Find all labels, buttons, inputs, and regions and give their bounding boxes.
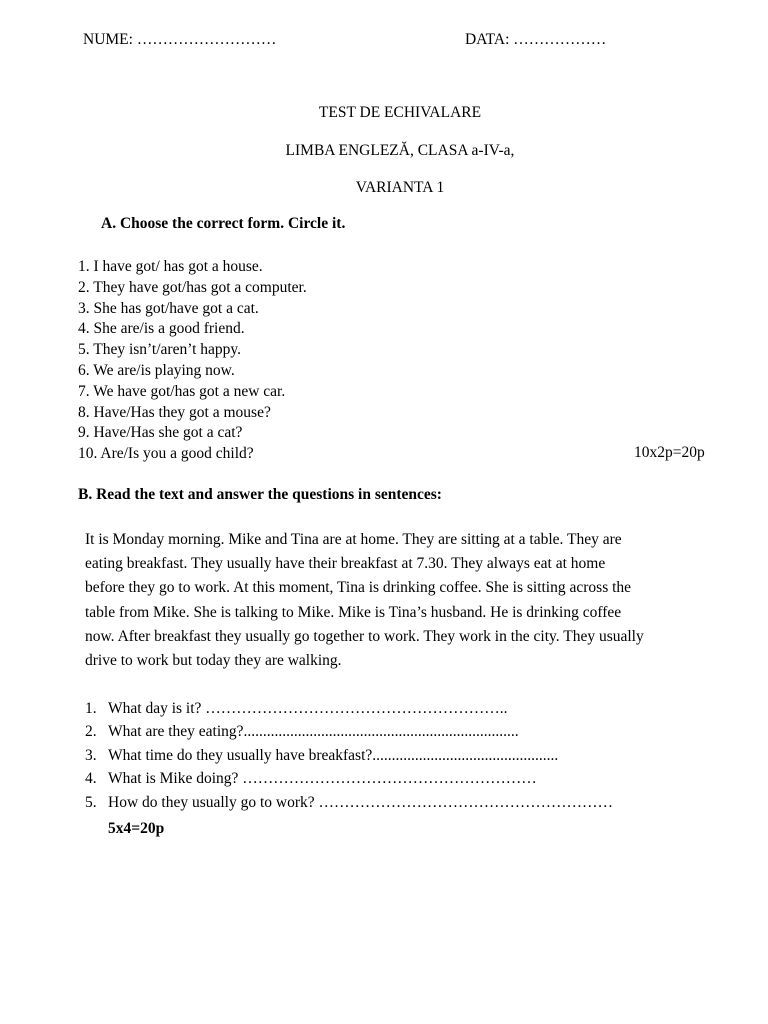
list-item: 6. We are/is playing now.	[78, 361, 235, 379]
question-text: How do they usually go to work? …………………………………………………	[108, 793, 614, 811]
section-a-score: 10x2p=20p	[634, 444, 705, 461]
question-number: 2.	[85, 723, 97, 741]
list-item: 8. Have/Has they got a mouse?	[78, 403, 271, 421]
list-item: 9. Have/Has she got a cat?	[78, 424, 243, 442]
question-item	[85, 791, 613, 814]
reading-text	[85, 528, 725, 673]
list-item: 7. We have got/has got a new car.	[78, 382, 286, 400]
list-item: 1. I have got/ has got a house.	[78, 258, 263, 275]
question-text: What are they eating?.......................................................................	[108, 723, 519, 741]
text-line: now. After breakfast they usually go together to work. They work in the city. They usually	[85, 627, 644, 645]
section-b-questions	[85, 697, 613, 814]
question-text: What is Mike doing? …………………………………………………	[108, 770, 537, 788]
question-number: 4.	[85, 770, 97, 788]
question-item	[85, 697, 613, 720]
section-a-heading: A. Choose the correct form. Circle it.	[101, 215, 346, 232]
list-item: 10. Are/Is you a good child?	[78, 445, 254, 463]
list-item: 3. She has got/have got a cat.	[78, 299, 259, 317]
date-field-label: DATA: ………………	[465, 31, 607, 48]
question-number: 1.	[85, 700, 97, 717]
section-a-list	[78, 257, 307, 465]
test-subject: LIMBA ENGLEZĂ, CLASA a-IV-a,	[285, 142, 515, 159]
section-b-heading: B. Read the text and answer the questions in sentences:	[78, 486, 442, 503]
text-line: drive to work but today they are walking.	[85, 651, 342, 669]
question-number: 3.	[85, 746, 97, 764]
list-item: 2. They have got/has got a computer.	[78, 278, 307, 296]
question-item	[85, 744, 613, 767]
question-text: What time do they usually have breakfast?................................................	[108, 746, 559, 764]
question-item	[85, 720, 613, 743]
question-number: 5.	[85, 793, 97, 811]
list-item: 4. She are/is a good friend.	[78, 320, 245, 338]
section-b-score: 5x4=20p	[108, 820, 165, 837]
test-variant: VARIANTA 1	[355, 179, 445, 196]
question-text: What day is it? …………………………………………………..	[108, 700, 508, 717]
text-line: It is Monday morning. Mike and Tina are at home. They are sitting at a table. They are	[85, 531, 622, 548]
list-item: 5. They isn’t/aren’t happy.	[78, 341, 242, 359]
text-line: before they go to work. At this moment, Tina is drinking coffee. She is sitting across the	[85, 579, 632, 597]
test-title: TEST DE ECHIVALARE	[318, 104, 482, 121]
text-line: table from Mike. She is talking to Mike. Mike is Tina’s husband. He is drinking coffee	[85, 603, 622, 621]
question-item	[85, 767, 613, 790]
name-field-label: NUME: ………………………	[83, 31, 277, 48]
text-line: eating breakfast. They usually have their breakfast at 7.30. They always eat at home	[85, 555, 606, 573]
